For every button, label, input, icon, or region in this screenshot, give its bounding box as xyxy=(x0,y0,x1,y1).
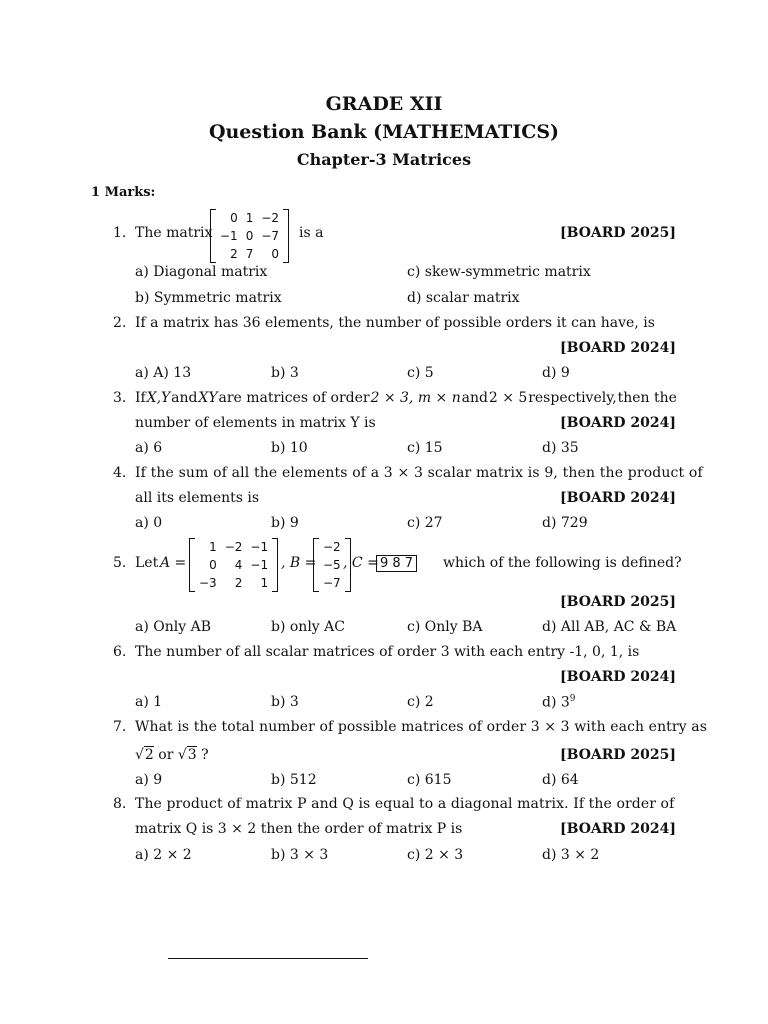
matrix-cell: −5 xyxy=(323,558,341,572)
option-c: c) skew-symmetric matrix xyxy=(407,264,591,280)
matrix-cell: 0 xyxy=(245,229,254,243)
option-c: c) 615 xyxy=(407,772,452,788)
grade-heading: GRADE XII xyxy=(325,93,443,115)
option-d: d) 9 xyxy=(542,365,570,381)
matrix-cell: −2 xyxy=(261,211,280,225)
option-d: d) 3 × 2 xyxy=(542,847,600,863)
board-tag: [BOARD 2025] xyxy=(559,225,676,241)
matrix-grid xyxy=(216,209,283,263)
matrix-cell: −1 xyxy=(250,558,269,572)
question-text: If the sum of all the elements of a 3 × 3 scalar matrix is 9, then the product of xyxy=(135,465,703,481)
board-tag: [BOARD 2024] xyxy=(559,490,676,506)
option-b: b) 9 xyxy=(271,515,299,531)
board-tag: [BOARD 2024] xyxy=(559,340,676,356)
matrix-cell: −3 xyxy=(199,576,217,590)
question-text: is a xyxy=(299,225,324,241)
option-d: d) All AB, AC & BA xyxy=(542,619,677,635)
matrix-cell: −2 xyxy=(323,540,341,554)
option-b: b) 3 xyxy=(271,365,299,381)
matrix-cell: 1 xyxy=(245,211,254,225)
matrix-cell: 1 xyxy=(209,540,217,554)
board-tag: [BOARD 2024] xyxy=(559,415,676,431)
question-number: 3. xyxy=(113,390,127,406)
question-number: 5. xyxy=(113,555,127,571)
option-c: c) Only BA xyxy=(407,619,483,635)
text-part: are matrices of order xyxy=(218,390,370,406)
option-a: a) A) 13 xyxy=(135,365,192,381)
sqrt-sign: √ xyxy=(177,747,187,763)
question-number: 2. xyxy=(113,315,127,331)
matrix-grid xyxy=(195,538,272,592)
matrix-cell: −7 xyxy=(261,229,280,243)
option-b: b) Symmetric matrix xyxy=(135,290,282,306)
question-text: The number of all scalar matrices of order 3 with each entry -1, 0, 1, is xyxy=(135,644,640,660)
matrix-cell: 0 xyxy=(230,211,238,225)
question-text-line xyxy=(135,390,677,406)
matrix-cell: −7 xyxy=(323,576,341,590)
math-part: 2 × 5 xyxy=(488,390,528,406)
matrix-b-label: , B = xyxy=(281,555,317,571)
question-mark: ? xyxy=(201,747,209,763)
question-text: which of the following is defined? xyxy=(443,555,682,571)
option-b: b) 3 × 3 xyxy=(271,847,329,863)
option-a: a) Diagonal matrix xyxy=(135,264,268,280)
matrix-c-label: , C = xyxy=(343,555,379,571)
option-c: c) 27 xyxy=(407,515,443,531)
text-part: and xyxy=(461,390,488,406)
question-text: Let xyxy=(135,555,159,571)
option-d: d) 729 xyxy=(542,515,588,531)
option-a: a) 1 xyxy=(135,694,163,710)
text-part: respectively, xyxy=(528,390,617,406)
matrix-cell: 2 xyxy=(234,576,243,590)
text-part: and xyxy=(171,390,198,406)
option-c: c) 5 xyxy=(407,365,434,381)
text-part: then the xyxy=(617,390,677,406)
matrix-cell: 4 xyxy=(234,558,243,572)
matrix-cell: 0 xyxy=(271,247,280,261)
matrix-cell: 0 xyxy=(209,558,217,572)
radicand: 2 xyxy=(144,747,154,763)
matrix-c-values: 9 8 7 xyxy=(376,555,417,572)
option-b: b) 3 xyxy=(271,694,299,710)
question-bank-title: Question Bank (MATHEMATICS) xyxy=(208,121,560,143)
chapter-title: Chapter-3 Matrices xyxy=(296,150,472,169)
option-a: a) 2 × 2 xyxy=(135,847,192,863)
matrix-cell: 7 xyxy=(245,247,254,261)
question-text: matrix Q is 3 × 2 then the order of matrix P is xyxy=(135,821,463,837)
option-a: a) 6 xyxy=(135,440,163,456)
section-heading: 1 Marks: xyxy=(91,185,156,200)
question-number: 7. xyxy=(113,719,127,735)
matrix-cell: −1 xyxy=(220,229,238,243)
question-text: If a matrix has 36 elements, the number of possible orders it can have, is xyxy=(135,315,655,331)
text-part: If xyxy=(135,390,146,406)
math-part: 2 × 3, m × n xyxy=(370,390,461,406)
question-number: 1. xyxy=(113,225,127,241)
matrix-cell: 1 xyxy=(260,576,269,590)
option-c: c) 2 xyxy=(407,694,434,710)
option-c: c) 15 xyxy=(407,440,443,456)
board-tag: [BOARD 2024] xyxy=(559,821,676,837)
option-c: c) 2 × 3 xyxy=(407,847,464,863)
matrix-c xyxy=(376,555,417,572)
option-d xyxy=(542,694,576,711)
option-a: a) Only AB xyxy=(135,619,211,635)
question-number: 6. xyxy=(113,644,127,660)
exponent: 9 xyxy=(569,694,576,704)
question-text: number of elements in matrix Y is xyxy=(135,415,376,431)
matrix xyxy=(210,209,289,263)
board-tag: [BOARD 2024] xyxy=(559,669,676,685)
question-number: 8. xyxy=(113,796,127,812)
option-b: b) 10 xyxy=(271,440,308,456)
radicand: 3 xyxy=(187,747,197,763)
footnote-divider xyxy=(168,958,368,959)
sqrt-sign: √ xyxy=(135,747,144,763)
root-expression xyxy=(135,747,209,763)
option-d: d) scalar matrix xyxy=(407,290,520,306)
option-d: d) 64 xyxy=(542,772,579,788)
question-text: What is the total number of possible matrices of order 3 × 3 with each entry as xyxy=(135,719,707,735)
question-number: 4. xyxy=(113,465,127,481)
math-part: X,Y xyxy=(146,390,171,406)
matrix-cell: 2 xyxy=(230,247,238,261)
or-text: or xyxy=(158,747,174,763)
option-d-text: d) 3 xyxy=(542,694,570,711)
option-a: a) 0 xyxy=(135,515,163,531)
option-d: d) 35 xyxy=(542,440,579,456)
option-a: a) 9 xyxy=(135,772,163,788)
matrix-a xyxy=(189,538,278,592)
matrix-cell: −2 xyxy=(224,540,243,554)
board-tag: [BOARD 2025] xyxy=(559,747,676,763)
matrix-cell: −1 xyxy=(250,540,269,554)
matrix-a-label: A = xyxy=(160,555,187,571)
question-text: The product of matrix P and Q is equal to a diagonal matrix. If the order of xyxy=(135,796,675,812)
option-b: b) only AC xyxy=(271,619,345,635)
board-tag: [BOARD 2025] xyxy=(559,594,676,610)
matrix-grid xyxy=(319,538,345,592)
math-part: XY xyxy=(198,390,218,406)
option-b: b) 512 xyxy=(271,772,317,788)
question-text: all its elements is xyxy=(135,490,260,506)
question-text: The matrix xyxy=(135,225,213,241)
